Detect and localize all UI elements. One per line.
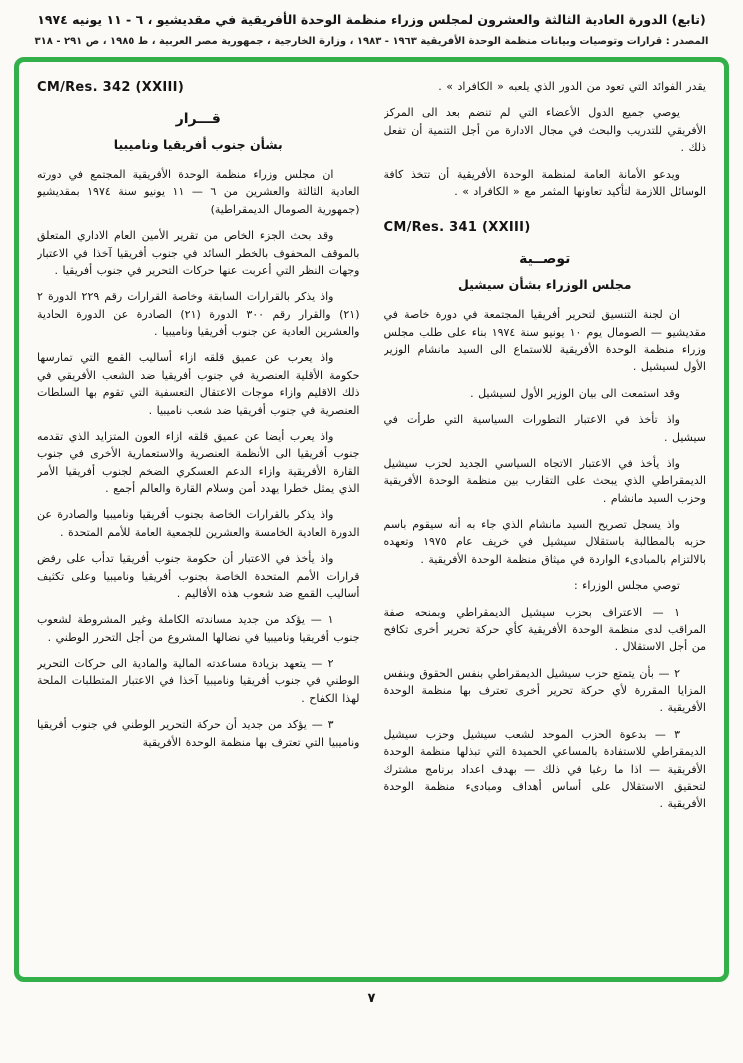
numbered-item: ٢ — بأن يتمتع حزب سيشيل الديمقراطي بنفس الحقوق وبنفس المزايا المقررة لأي حركة تحرير أخرى تعترف بها منظمة الوحدة الأفريقية . — [383, 666, 706, 715]
paragraph: وقد استمعت الى بيان الوزير الأول لسيشيل . — [470, 386, 680, 400]
paragraph: واذ يذكر بالقرارات السابقة وخاصة القرارات رقم ٢٢٩ الدورة ٢ (٢١) والقرار رقم ٣٠٠ الدورة (٢١) الصادرة عن الدورة الحادية والعشرين العادية عن جنوب أفريقيا وناميبيا . — [37, 290, 360, 338]
resolution-342-title: قـــرار — [175, 111, 221, 127]
continuation-paragraph: يقدر الفوائد التي تعود من الدور الذي يلعبه « الكافراد » . — [438, 80, 706, 93]
numbered-item: ١ — يؤكد من جديد مساندته الكاملة وغير المشروطة لشعوب جنوب أفريقيا وناميبيا في نضالها المشروع من أجل التحرر الوطني . — [37, 613, 360, 644]
numbered-item: ١ — الاعتراف بحزب سيشيل الديمقراطي وبمنحه صفة المراقب لدى منظمة الوحدة الأفريقية كأي حركة تحرير أخرى تكافح من أجل الاستقلال . — [383, 605, 706, 654]
left-column — [37, 78, 360, 967]
paragraph: واذ تأخذ في الاعتبار التطورات السياسية التي طرأت في سيشيل . — [383, 413, 706, 444]
paragraph: ان لجنة التنسيق لتحرير أفريقيا المجتمعة في دورة خاصة في مقديشيو — الصومال يوم ١٠ يونيو سنة ١٩٧٤ بناء على طلب مجلس وزراء منظمة الوحدة الأفريقية للاستماع الى السيد مانشام الوزير الأول لسيشيل . — [383, 308, 706, 374]
paragraph: يوصي جميع الدول الأعضاء التي لم تنضم بعد الى المركز الأفريقي للتدريب والبحث في مجال الادارة من أجل التنمية أن تفعل ذلك . — [383, 106, 706, 155]
recommendation-lead: توصي مجلس الوزراء : — [573, 579, 680, 593]
source-citation-line: المصدر : قرارات وتوصيات وبيانات منظمة الوحدة الأفريقية ١٩٦٣ - ١٩٨٣ ، وزارة الخارجية ، جمهورية مصر العربية ، ط ١٩٨٥ ، ص ٢٩١ - ٣١٨ — [34, 36, 709, 47]
paragraph: ويدعو الأمانة العامة لمنظمة الوحدة الأفريقية أن تتخذ كافة الوسائل اللازمة لتأكيد تعاونها المثمر مع « الكافراد » . — [383, 167, 706, 198]
resolution-id-341: CM/Res. 341 (XXIII) — [383, 220, 531, 236]
resolution-341-title: توصــية — [519, 251, 571, 268]
numbered-item: ٣ — يؤكد من جديد أن حركة التحرير الوطني في جنوب أفريقيا وناميبيا التي تعترف بها منظمة الوحدة الأفريقية — [37, 718, 360, 749]
paragraph: واذ يأخذ في الاعتبار الاتجاه السياسي الجديد لحزب سيشيل الديمقراطي الذي يبحث على التقارب بين منظمة الوحدة الأفريقية وحزب السيد مانشام . — [383, 456, 706, 505]
page-header — [0, 0, 743, 47]
paragraph: واذ يعرب عن عميق قلقه ازاء أساليب القمع التي تمارسها حكومة الأقلية العنصرية في جنوب أفريقيا ضد الشعب الأفريقي في ذلك الاقليم وازاء موجات الاعتقال التعسفية التي تقوم بها السلطات العنصرية في جنوب أفريقيا ضد شعب ناميبيا . — [37, 351, 360, 417]
page-number: ٧ — [367, 991, 376, 1006]
session-header-line: (تابع) الدورة العادية الثالثة والعشرون لمجلس وزراء منظمة الوحدة الأفريقية في مقديشيو ، ٦ - ١١ يونيه ١٩٧٤ — [37, 12, 706, 27]
right-column — [384, 78, 707, 967]
paragraph: واذ يأخذ في الاعتبار أن حكومة جنوب أفريقيا تدأب على رفض قرارات الأمم المتحدة الخاصة بجنوب أفريقيا وناميبيا وعلى تكثيف أساليب القمع ضد شعوب هذه الأقاليم . — [37, 552, 360, 600]
numbered-item: ٢ — يتعهد بزيادة مساعدته المالية والمادية الى حركات التحرير الوطني في جنوب أفريقيا وناميبيا آخذا في الاعتبار المتطلبات الملحة لهذا الكفاح . — [37, 657, 360, 705]
resolution-id-342: CM/Res. 342 (XXIII) — [37, 80, 185, 95]
two-column-layout — [37, 78, 706, 967]
paragraph: واذ يعرب أيضا عن عميق قلقه ازاء العون المتزايد الذي تقدمه جنوب أفريقيا الى الأنظمة العنصرية والاستعمارية الأخرى في جنوب القارة الأفريقية وازاء الدعم العسكري الضخم لجنوب أفريقيا الأمر الذي يمثل خطرا يهدد أمن وسلام القارة والعالم أجمع . — [37, 429, 360, 495]
resolution-342-subtitle: بشأن جنوب أفريقيا وناميبيا — [113, 137, 283, 152]
paragraph: واذ يذكر بالقرارات الخاصة بجنوب أفريقيا وناميبيا والصادرة عن الدورة العادية الخامسة والعشرين للجمعية العامة للأمم المتحدة . — [37, 508, 360, 539]
paragraph: واذ يسجل تصريح السيد مانشام الذي جاء به أنه سيقوم باسم حزبه بالمطالبة باستقلال سيشيل في خريف عام ١٩٧٥ وتعهده بالالتزام بالمبادىء الواردة في ميثاق منظمة الوحدة الأفريقية . — [383, 518, 706, 566]
content-frame — [14, 57, 729, 982]
paragraph: وقد بحث الجزء الخاص من تقرير الأمين العام الاداري المتعلق بالموقف المحفوف بالخطر السائد في جنوب أفريقيا آخذا في الاعتبار وجهات النظر التي أعربت عنها حركات التحرير في جنوب أفريقيا . — [37, 229, 360, 277]
numbered-item: ٣ — بدعوة الحزب الموحد لشعب سيشيل وحزب سيشيل الديمقراطي للاستفادة بالمساعي الحميدة التي تبذلها منظمة الوحدة الأفريقية — اذا ما رغبا في ذلك — بهدف اعداد برنامج مشترك لتحقيق الاستقلال على أساس أهداف ومبادىء منظمة الوحدة الأفريقية . — [383, 727, 706, 811]
resolution-341-subtitle: مجلس الوزراء بشأن سيشيل — [457, 277, 632, 293]
paragraph: ان مجلس وزراء منظمة الوحدة الأفريقية المجتمع في دورته العادية الثالثة والعشرين من ٦ — ١١ يونيو سنة ١٩٧٤ بمقديشيو (جمهورية الصومال الديمقراطية) — [37, 168, 360, 216]
